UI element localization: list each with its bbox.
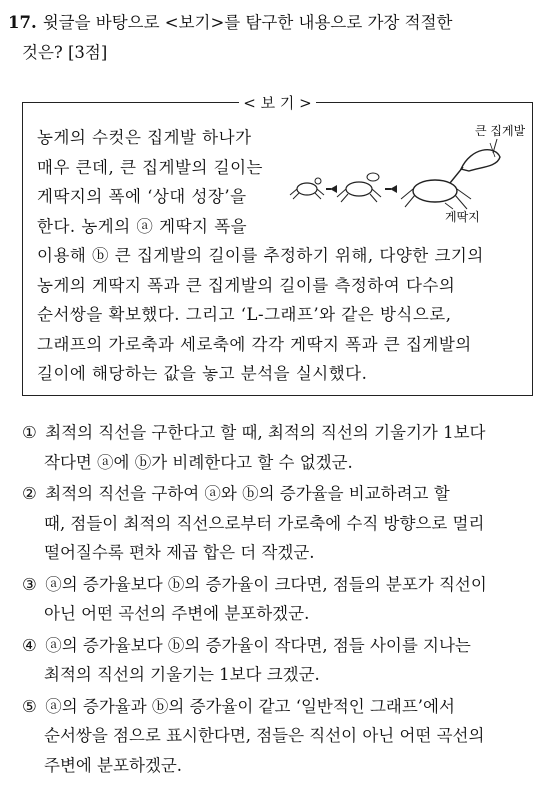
bogi-line: 순서쌍을 확보했다. 그리고 ‘L-그래프’와 같은 방식으로,	[37, 305, 452, 324]
claw-label: 큰 집게발	[475, 124, 525, 138]
bogi-line: 매우 큰데, 큰 집게발의 길이는	[37, 157, 263, 177]
bogi-box	[22, 94, 533, 396]
bogi-line: 길이에 해당하는 값을 놓고 분석을 실시했다.	[37, 364, 368, 383]
choice-3[interactable]: ③ ⓐ의 증가율보다 ⓑ의 증가율이 크다면, 점들의 분포가 직선이 아닌 어떤 곡선의 주변에 분포하겠군.	[22, 570, 537, 629]
bogi-line: 한다. 농게의 ⓐ 게딱지 폭을	[37, 216, 248, 236]
bogi-line: 농게의 게딱지 폭과 큰 집게발의 길이를 측정하여 다수의	[37, 275, 456, 295]
bogi-title: < 보 기 >	[23, 92, 532, 113]
choice-1[interactable]: ① 최적의 직선을 구한다고 할 때, 최적의 직선의 기울기가 1보다 작다면 ⓐ에 ⓑ가 비례한다고 할 수 없겠군.	[22, 418, 537, 477]
question-text: 윗글을 바탕으로 <보기>를 탐구한 내용으로 가장 적절한	[42, 13, 453, 32]
bogi-line: 게딱지의 폭에 ‘상대 성장’을	[37, 187, 247, 206]
question-number: 17.	[8, 13, 37, 32]
bogi-line: 농게의 수컷은 집게발 하나가	[37, 128, 252, 147]
choice-4[interactable]: ④ ⓐ의 증가율보다 ⓑ의 증가율이 작다면, 점들 사이를 지나는 최적의 직선의 기울기는 1보다 크겠군.	[22, 631, 537, 690]
question-line1	[8, 8, 543, 38]
answer-choices	[22, 418, 537, 782]
question-line2: 것은? [3점]	[22, 43, 108, 62]
choice-2[interactable]: ② 최적의 직선을 구하여 ⓐ와 ⓑ의 증가율을 비교하려고 할 때, 점들이 최적의 직선으로부터 가로축에 수직 방향으로 멀리 떨어질수록 편차 제곱 합은 더 작겠군.	[22, 479, 537, 568]
choice-number: ②	[22, 484, 37, 503]
choice-number: ④	[22, 635, 37, 655]
choice-5[interactable]: ⑤ ⓐ의 증가율과 ⓑ의 증가율이 같고 ‘일반적인 그래프’에서 순서쌍을 점으로 표시한다면, 점들은 직선이 아닌 어떤 곡선의 주변에 분포하겠군.	[22, 692, 537, 781]
bogi-text	[37, 123, 521, 389]
shell-label: 게딱지	[445, 210, 480, 223]
question-header	[8, 8, 543, 68]
bogi-line: 그래프의 가로축과 세로축에 각각 게딱지 폭과 큰 집게발의	[37, 334, 472, 354]
choice-number: ⑤	[22, 696, 37, 716]
bogi-line: 이용해 ⓑ 큰 집게발의 길이를 추정하기 위해, 다양한 크기의	[37, 246, 484, 265]
choice-number: ③	[22, 574, 37, 594]
choice-number: ①	[22, 423, 37, 442]
